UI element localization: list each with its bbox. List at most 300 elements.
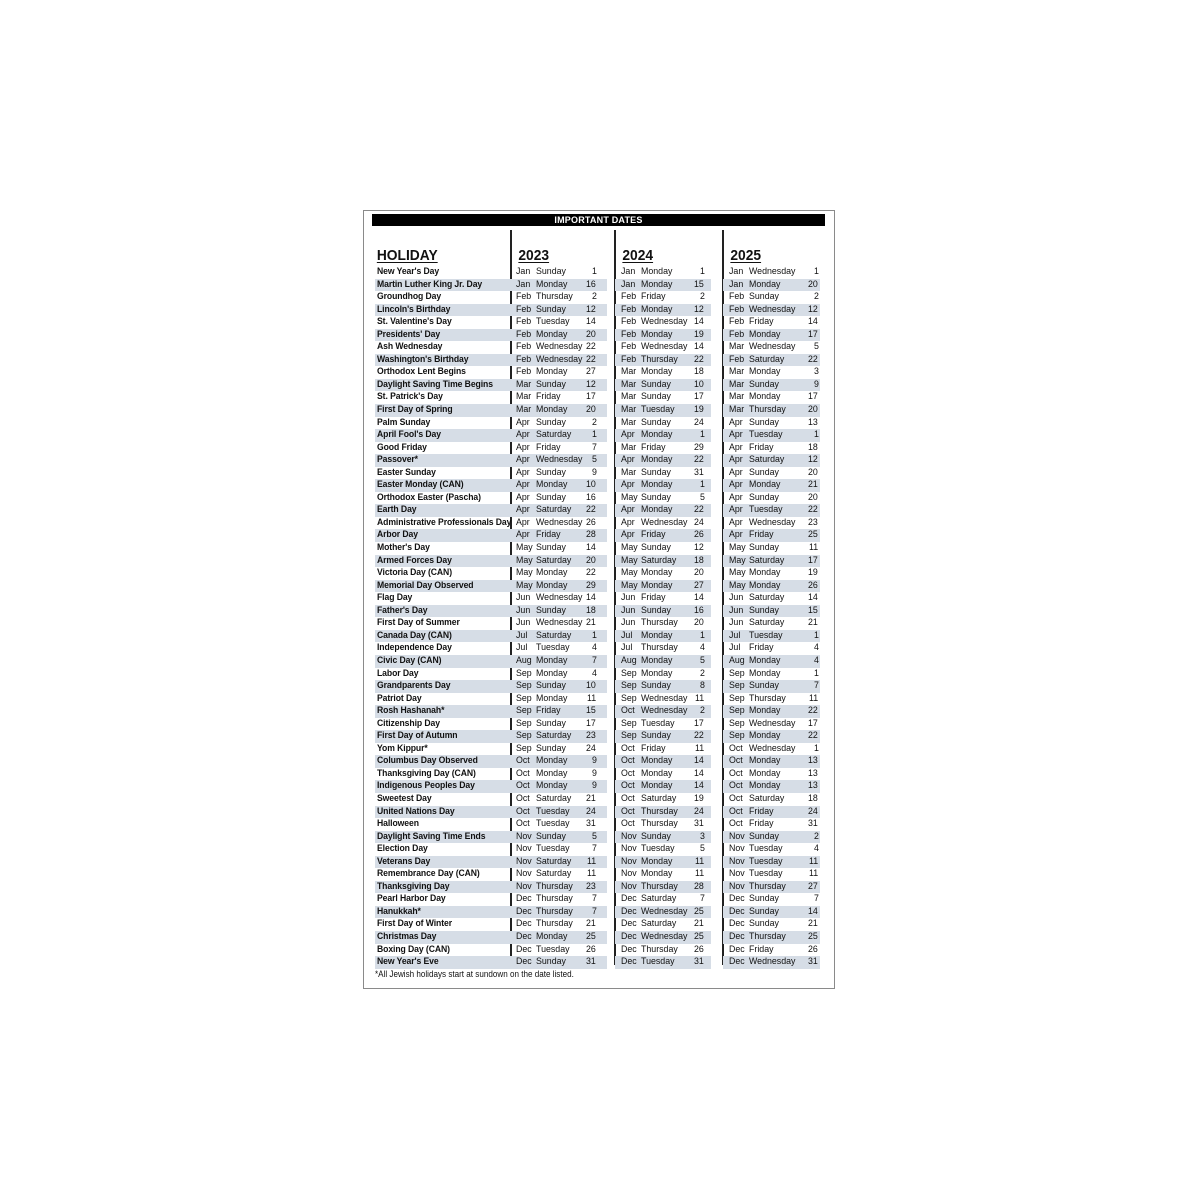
day-number: 17 [808, 391, 819, 403]
month: Feb [729, 328, 745, 340]
day-number: 4 [813, 642, 819, 654]
holiday-name: Earth Day [377, 504, 417, 516]
date-row-2024 [615, 266, 711, 279]
month: Mar [729, 341, 745, 353]
month: Oct [621, 705, 635, 717]
date-row-2025 [723, 580, 820, 593]
weekday: Thursday [536, 893, 573, 905]
date-row-2025 [723, 956, 820, 969]
holiday-row [375, 918, 511, 931]
month: Sep [516, 705, 532, 717]
holiday-row [375, 730, 511, 743]
weekday: Sunday [749, 905, 779, 917]
month: Apr [729, 491, 743, 503]
date-row-2023 [511, 555, 607, 568]
weekday: Monday [641, 504, 673, 516]
weekday: Saturday [536, 429, 572, 441]
month: May [621, 554, 638, 566]
date-row-2023 [511, 341, 607, 354]
day-number: 14 [586, 592, 597, 604]
weekday: Monday [749, 479, 781, 491]
date-row-2025 [723, 291, 820, 304]
weekday: Wednesday [641, 516, 688, 528]
month: Oct [621, 780, 635, 792]
date-row-2025 [723, 856, 820, 869]
day-number: 29 [694, 441, 705, 453]
date-row-2025 [723, 780, 820, 793]
month: Dec [729, 918, 745, 930]
day-number: 20 [808, 491, 819, 503]
month: Mar [621, 466, 637, 478]
day-number: 19 [694, 404, 705, 416]
weekday: Monday [536, 479, 568, 491]
weekday: Friday [536, 529, 561, 541]
weekday: Sunday [749, 291, 779, 303]
day-number: 22 [586, 341, 597, 353]
date-row-2023 [511, 479, 607, 492]
weekday: Wednesday [749, 341, 796, 353]
weekday: Thursday [749, 930, 786, 942]
day-number: 2 [813, 830, 819, 842]
weekday: Sunday [641, 378, 671, 390]
day-number: 17 [586, 391, 597, 403]
month: Apr [621, 504, 635, 516]
date-row-2024 [615, 881, 711, 894]
date-row-2023 [511, 843, 607, 856]
date-row-2023 [511, 454, 607, 467]
month: Mar [729, 404, 745, 416]
month: Dec [729, 930, 745, 942]
weekday: Tuesday [536, 805, 570, 817]
day-number: 5 [699, 654, 705, 666]
date-row-2024 [615, 743, 711, 756]
holiday-row [375, 906, 511, 919]
day-number: 1 [699, 266, 705, 277]
day-number: 11 [587, 692, 597, 704]
date-row-2023 [511, 693, 607, 706]
month: Oct [729, 805, 743, 817]
weekday: Thursday [641, 353, 678, 365]
weekday: Sunday [536, 303, 566, 315]
date-row-2023 [511, 529, 607, 542]
year-2025-header [723, 230, 812, 266]
weekday: Monday [749, 730, 781, 742]
date-row-2025 [723, 354, 820, 367]
day-number: 2 [699, 667, 705, 679]
weekday: Saturday [749, 454, 785, 466]
day-number: 11 [809, 855, 819, 867]
day-number: 15 [694, 278, 705, 290]
month: Dec [621, 905, 637, 917]
date-row-2025 [723, 693, 820, 706]
date-row-2024 [615, 718, 711, 731]
month: Feb [729, 303, 745, 315]
month: Jun [516, 604, 531, 616]
month: Feb [621, 328, 637, 340]
holiday-name: First Day of Summer [377, 617, 460, 629]
holiday-row [375, 442, 511, 455]
holiday-row [375, 705, 511, 718]
weekday: Sunday [749, 378, 779, 390]
date-row-2025 [723, 366, 820, 379]
weekday: Wednesday [641, 341, 688, 353]
weekday: Sunday [749, 491, 779, 503]
holiday-row [375, 931, 511, 944]
month: Sep [621, 717, 637, 729]
holiday-name: Daylight Saving Time Ends [377, 830, 486, 842]
holiday-name: Labor Day [377, 667, 419, 679]
weekday: Saturday [641, 554, 677, 566]
holiday-row [375, 279, 511, 292]
weekday: Saturday [749, 554, 785, 566]
holiday-name: Armed Forces Day [377, 554, 452, 566]
weekday: Wednesday [536, 353, 583, 365]
day-number: 1 [699, 629, 705, 641]
month: May [516, 542, 533, 554]
date-row-2023 [511, 517, 607, 530]
weekday: Friday [641, 291, 666, 303]
weekday: Sunday [749, 542, 779, 554]
weekday: Monday [749, 780, 781, 792]
date-row-2024 [615, 768, 711, 781]
holiday-name: Presidents' Day [377, 328, 441, 340]
month: Nov [621, 843, 637, 855]
weekday: Friday [749, 943, 774, 955]
date-row-2023 [511, 592, 607, 605]
day-number: 26 [694, 529, 705, 541]
day-number: 2 [699, 705, 705, 717]
month: May [621, 567, 638, 579]
weekday: Monday [749, 755, 781, 767]
date-row-2023 [511, 379, 607, 392]
weekday: Sunday [536, 266, 566, 277]
day-number: 11 [695, 742, 705, 754]
weekday: Monday [641, 454, 673, 466]
weekday: Monday [536, 930, 568, 942]
month: Oct [516, 767, 530, 779]
weekday: Wednesday [536, 341, 583, 353]
weekday: Saturday [641, 918, 677, 930]
date-row-2023 [511, 868, 607, 881]
date-row-2023 [511, 417, 607, 430]
month: Jul [729, 629, 741, 641]
date-row-2024 [615, 479, 711, 492]
day-number: 11 [695, 692, 705, 704]
month: Apr [621, 479, 635, 491]
month: Jan [729, 266, 744, 277]
weekday: Wednesday [749, 956, 796, 968]
day-number: 26 [808, 943, 819, 955]
month: Jun [516, 617, 531, 629]
month: Dec [621, 956, 637, 968]
day-number: 22 [694, 353, 705, 365]
weekday: Tuesday [536, 943, 570, 955]
weekday: Monday [641, 479, 673, 491]
month: Dec [729, 956, 745, 968]
weekday: Friday [749, 805, 774, 817]
holiday-name: New Year's Eve [377, 956, 439, 968]
month: Feb [621, 316, 637, 328]
month: Dec [729, 893, 745, 905]
month: Oct [516, 792, 530, 804]
month: Oct [729, 780, 743, 792]
day-number: 1 [591, 629, 597, 641]
date-row-2023 [511, 467, 607, 480]
day-number: 1 [813, 742, 819, 754]
date-row-2025 [723, 492, 820, 505]
day-number: 31 [586, 818, 597, 830]
date-row-2023 [511, 291, 607, 304]
month: Sep [516, 742, 532, 754]
month: Oct [621, 742, 635, 754]
date-row-2025 [723, 931, 820, 944]
holiday-row [375, 642, 511, 655]
day-number: 26 [808, 579, 819, 591]
holiday-name: Civic Day (CAN) [377, 654, 442, 666]
weekday: Tuesday [749, 868, 783, 880]
day-number: 21 [808, 617, 819, 629]
date-row-2023 [511, 668, 607, 681]
weekday: Wednesday [536, 592, 583, 604]
weekday: Monday [641, 654, 673, 666]
weekday: Tuesday [536, 843, 570, 855]
day-number: 11 [587, 868, 597, 880]
holiday-row [375, 417, 511, 430]
date-row-2025 [723, 718, 820, 731]
day-number: 9 [591, 466, 597, 478]
weekday: Saturday [536, 629, 572, 641]
day-number: 1 [813, 266, 819, 277]
holiday-row [375, 856, 511, 869]
weekday: Monday [749, 654, 781, 666]
weekday: Friday [641, 742, 666, 754]
holiday-name: Halloween [377, 818, 419, 830]
day-number: 7 [699, 893, 705, 905]
date-row-2024 [615, 291, 711, 304]
date-row-2024 [615, 279, 711, 292]
day-number: 11 [809, 542, 819, 554]
weekday: Thursday [749, 692, 786, 704]
day-number: 19 [694, 328, 705, 340]
weekday: Saturday [749, 592, 785, 604]
weekday: Sunday [536, 604, 566, 616]
month: Apr [516, 491, 530, 503]
date-row-2025 [723, 642, 820, 655]
day-number: 12 [694, 303, 705, 315]
date-row-2024 [615, 442, 711, 455]
weekday: Wednesday [749, 303, 796, 315]
holiday-row [375, 818, 511, 831]
day-number: 10 [694, 378, 705, 390]
date-row-2025 [723, 918, 820, 931]
holiday-name: Sweetest Day [377, 792, 432, 804]
holiday-name: Flag Day [377, 592, 413, 604]
month: Apr [516, 466, 530, 478]
weekday: Saturday [536, 730, 572, 742]
day-number: 24 [694, 805, 705, 817]
weekday: Wednesday [749, 742, 796, 754]
weekday: Thursday [641, 617, 678, 629]
day-number: 1 [813, 667, 819, 679]
date-row-2025 [723, 592, 820, 605]
holiday-row [375, 956, 511, 969]
date-row-2025 [723, 655, 820, 668]
holiday-row [375, 718, 511, 731]
holiday-row [375, 379, 511, 392]
month: Dec [516, 930, 532, 942]
holiday-row [375, 831, 511, 844]
month: Apr [516, 429, 530, 441]
date-row-2025 [723, 404, 820, 417]
month: Jun [621, 617, 636, 629]
weekday: Saturday [641, 792, 677, 804]
month: Oct [621, 755, 635, 767]
month: Feb [621, 341, 637, 353]
day-number: 15 [808, 604, 819, 616]
month: Aug [516, 654, 532, 666]
month: Apr [729, 529, 743, 541]
weekday: Monday [641, 767, 673, 779]
weekday: Saturday [536, 554, 572, 566]
month: Apr [621, 516, 635, 528]
holiday-row [375, 542, 511, 555]
weekday: Monday [536, 366, 568, 378]
date-row-2023 [511, 755, 607, 768]
date-row-2023 [511, 329, 607, 342]
date-row-2023 [511, 730, 607, 743]
weekday: Sunday [536, 542, 566, 554]
weekday: Thursday [749, 880, 786, 892]
day-number: 12 [808, 303, 819, 315]
date-row-2023 [511, 504, 607, 517]
year-2025-column [723, 230, 820, 969]
month: Mar [621, 391, 637, 403]
weekday: Tuesday [749, 855, 783, 867]
month: Jul [516, 629, 528, 641]
month: Jul [516, 642, 528, 654]
day-number: 14 [694, 780, 705, 792]
date-row-2023 [511, 617, 607, 630]
holiday-row [375, 504, 511, 517]
weekday: Monday [749, 579, 781, 591]
date-row-2025 [723, 467, 820, 480]
holiday-name: Daylight Saving Time Begins [377, 378, 493, 390]
weekday: Wednesday [749, 266, 796, 277]
day-number: 7 [591, 893, 597, 905]
day-number: 31 [808, 818, 819, 830]
month: Feb [729, 353, 745, 365]
day-number: 2 [591, 291, 597, 303]
weekday: Monday [641, 579, 673, 591]
day-number: 21 [586, 792, 597, 804]
weekday: Saturday [536, 504, 572, 516]
holiday-name: Citizenship Day [377, 717, 440, 729]
date-row-2025 [723, 454, 820, 467]
month: Oct [729, 742, 743, 754]
day-number: 2 [813, 291, 819, 303]
weekday: Monday [536, 667, 568, 679]
day-number: 7 [591, 843, 597, 855]
weekday: Monday [536, 780, 568, 792]
month: Oct [621, 792, 635, 804]
date-row-2023 [511, 391, 607, 404]
day-number: 17 [694, 717, 705, 729]
date-row-2024 [615, 504, 711, 517]
month: Apr [729, 454, 743, 466]
holiday-name: Patriot Day [377, 692, 422, 704]
weekday: Friday [536, 441, 561, 453]
month: Mar [516, 404, 532, 416]
weekday: Friday [749, 316, 774, 328]
date-row-2023 [511, 718, 607, 731]
day-number: 2 [699, 291, 705, 303]
holiday-name: Memorial Day Observed [377, 579, 474, 591]
day-number: 31 [694, 466, 705, 478]
date-row-2023 [511, 806, 607, 819]
holiday-name: Martin Luther King Jr. Day [377, 278, 483, 290]
weekday: Monday [536, 328, 568, 340]
holiday-row [375, 555, 511, 568]
day-number: 31 [808, 956, 819, 968]
year-2024-list [615, 266, 711, 969]
holiday-name: Remembrance Day (CAN) [377, 868, 480, 880]
date-row-2025 [723, 818, 820, 831]
weekday: Wednesday [536, 516, 583, 528]
date-row-2023 [511, 793, 607, 806]
year-2024-header-text: 2024 [622, 247, 654, 264]
month: Apr [729, 479, 743, 491]
holiday-row [375, 592, 511, 605]
day-number: 1 [591, 429, 597, 441]
date-row-2024 [615, 429, 711, 442]
weekday: Tuesday [749, 843, 783, 855]
holiday-name: First Day of Winter [377, 918, 452, 930]
date-row-2025 [723, 542, 820, 555]
month: Nov [729, 843, 745, 855]
date-row-2025 [723, 429, 820, 442]
holiday-row [375, 944, 511, 957]
month: May [516, 554, 533, 566]
date-row-2024 [615, 454, 711, 467]
day-number: 20 [808, 278, 819, 290]
day-number: 20 [586, 404, 597, 416]
holiday-row [375, 567, 511, 580]
day-number: 17 [808, 717, 819, 729]
month: Nov [729, 830, 745, 842]
weekday: Monday [536, 579, 568, 591]
date-row-2023 [511, 442, 607, 455]
month: Mar [621, 416, 637, 428]
date-row-2025 [723, 743, 820, 756]
month: Apr [516, 504, 530, 516]
date-row-2023 [511, 780, 607, 793]
weekday: Sunday [536, 956, 566, 968]
weekday: Monday [536, 654, 568, 666]
date-row-2025 [723, 479, 820, 492]
date-row-2025 [723, 793, 820, 806]
day-number: 25 [694, 905, 705, 917]
month: Jun [729, 604, 744, 616]
date-row-2023 [511, 404, 607, 417]
weekday: Monday [641, 629, 673, 641]
date-row-2025 [723, 504, 820, 517]
holiday-name: Orthodox Lent Begins [377, 366, 466, 378]
day-number: 21 [586, 918, 597, 930]
date-row-2023 [511, 567, 607, 580]
weekday: Monday [749, 567, 781, 579]
month: Dec [621, 930, 637, 942]
weekday: Monday [749, 391, 781, 403]
